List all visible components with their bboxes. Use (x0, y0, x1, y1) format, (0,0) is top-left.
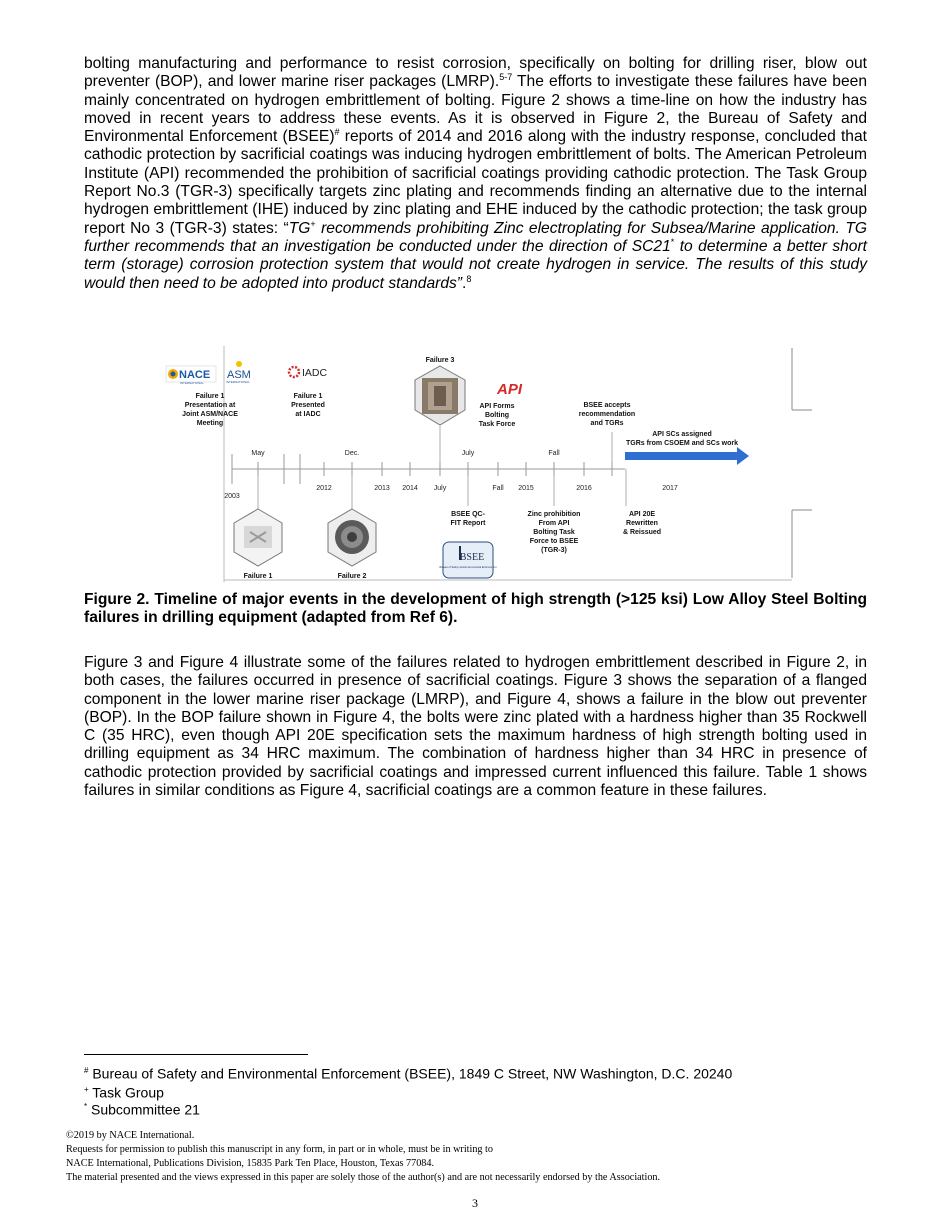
figure-caption: Figure 2. Timeline of major events in the development of high strength (>125 ksi) Low Alloy Steel Bolting failures in drilling equipment (adapted from Ref 6). (84, 591, 867, 627)
svg-text:(TGR-3): (TGR-3) (541, 547, 567, 554)
disclaimer-line: The material presented and the views expressed in this paper are solely those of the author(s) and are not necessarily endorsed by the Association. (66, 1172, 661, 1183)
footnote-3-mark: * (84, 1102, 88, 1111)
svg-text:INTERNATIONAL: INTERNATIONAL (180, 381, 204, 385)
api-logo (496, 381, 523, 398)
svg-text:recommendation: recommendation (578, 411, 636, 418)
footnote-mark: * (670, 236, 675, 247)
address-line: NACE International, Publications Division, 15835 Park Ten Place, Houston, Texas 77084. (66, 1158, 435, 1169)
permission-line: Requests for permission to publish this manuscript in any form, in part or in whole, must be in writing to (66, 1144, 493, 1155)
svg-text:and TGRs: and TGRs (590, 420, 624, 427)
svg-text:TGRs from CSOEM and SCs work: TGRs from CSOEM and SCs work (625, 440, 739, 447)
svg-text:at IADC: at IADC (295, 411, 321, 418)
svg-text:Bolting Task: Bolting Task (533, 529, 575, 536)
footnote-1-text: Bureau of Safety and Environmental Enforcement (BSEE), 1849 C Street, NW Washington, D.C. 20240 (88, 1065, 733, 1082)
svg-text:Bureau of Safety and Environme: Bureau of Safety and Environmental Enforcement (439, 566, 497, 569)
svg-text:INTERNATIONAL: INTERNATIONAL (226, 380, 250, 384)
failure-2-label: Failure 2 (337, 573, 367, 580)
footnote-1-mark: # (84, 1066, 89, 1075)
nace-logo (166, 366, 216, 385)
label-failure1-asm-nace (182, 393, 238, 427)
svg-text:API 20E: API 20E (628, 511, 656, 518)
page-number: 3 (472, 1196, 478, 1210)
para1-text-3: reports of 2014 and 2016 along with the industry response, concluded that cathodic protection by sacrificial coatings was inducing hydrogen embrittlement of bolts. The American Petroleum Institute (API) recommended the prohibition of sacrificial coatings providing cathodic protection. The Task Group Report No.3 (TGR-3) specifically targets zinc plating and recommends finding an alternative due to the internal hydrogen embrittlement (IHE) induced by zinc plating and EHE induced by the cathodic protection; the task group report No 3 (TGR-3) states: “ (84, 128, 867, 237)
blue-arrow (625, 447, 749, 465)
svg-text:Zinc prohibition: Zinc prohibition (527, 511, 581, 518)
svg-text:Bolting: Bolting (484, 412, 510, 419)
svg-text:Presented: Presented (291, 402, 325, 409)
label-api-scs-assigned (626, 431, 738, 447)
svg-text:Task Force: Task Force (478, 421, 516, 428)
label-api-forms-task-force (479, 403, 516, 428)
svg-text:FIT Report: FIT Report (450, 520, 486, 527)
svg-text:ASM: ASM (227, 369, 251, 381)
failure-3-photo (415, 366, 465, 425)
svg-text:Meeting: Meeting (196, 420, 224, 427)
svg-text:BSEE QC-: BSEE QC- (451, 511, 485, 518)
tick-fall-lower: Fall (492, 485, 504, 492)
tick-july-upper: July (461, 450, 475, 457)
quote-text-1: TG (288, 219, 311, 237)
label-bsee-qcfit (451, 511, 487, 527)
failure-1-photo (234, 509, 282, 566)
tick-2014: 2014 (402, 485, 418, 492)
tick-2017: 2017 (662, 485, 678, 492)
tick-2012: 2012 (316, 485, 332, 492)
citation-ref: 5-7 (499, 72, 513, 83)
svg-text:From API: From API (538, 520, 570, 527)
bsee-seal (439, 542, 496, 578)
iadc-logo (289, 367, 328, 379)
copyright-line: ©2019 by NACE International. (66, 1130, 195, 1141)
svg-text:BSEE: BSEE (459, 552, 485, 563)
label-zinc-prohibition (528, 511, 581, 554)
footnote-1 (84, 1063, 732, 1082)
quote-text-3: to determine a better short term (storage) corrosion protection system that would not create hydrogen in service. The results of this study would then need to be adopted into product standards” (84, 237, 867, 292)
para1-text-4: . (462, 274, 467, 292)
svg-text:API Forms: API Forms (479, 403, 515, 410)
body-paragraph-2: Figure 3 and Figure 4 illustrate some of the failures related to hydrogen embrittlement described in Figure 2, in both cases, the failures occurred in presence of sacrificial coatings. Figure 3 shows the separation of a flanged component in the lower marine riser package (LMRP), and Figure 4, shows a failure in the blow out preventer (BOP). In the BOP failure shown in Figure 4, the bolts were zinc plated with a hardness higher than 35 Rockwell C (35 HRC), even though API 20E specification sets the maximum hardness of high strength bolting used in drilling equipment as 34 HRC maximum. The combination of hardness higher than 34 HRC in presence of cathodic protection provided by sacrificial coatings and impressed current influenced this failure. Table 1 shows failures in similar conditions as Figure 4, sacrificial coatings are a common feature in these failures. (84, 654, 867, 800)
svg-text:Rewritten: Rewritten (626, 520, 658, 527)
tick-dec: Dec. (344, 450, 360, 457)
svg-text:API: API (497, 381, 523, 398)
svg-text:IADC: IADC (302, 367, 328, 379)
svg-text:Presentation at: Presentation at (184, 402, 236, 409)
footnote-mark: # (334, 127, 340, 137)
footnote-2-text: Task Group (88, 1084, 164, 1101)
svg-text:BSEE accepts: BSEE accepts (583, 402, 631, 409)
label-failure1-iadc (291, 393, 325, 418)
asm-logo (226, 361, 251, 384)
svg-text:API SCs assigned: API SCs assigned (652, 431, 712, 438)
citation-ref: 8 (466, 273, 472, 284)
tick-may: May (251, 450, 265, 457)
footnote-2 (84, 1082, 164, 1101)
tick-july-lower: July (433, 485, 447, 492)
svg-text:Failure 1: Failure 1 (293, 393, 323, 400)
tick-2003: 2003 (224, 493, 240, 500)
footnote-2-mark: + (84, 1085, 89, 1094)
label-bsee-accepts (579, 402, 635, 427)
label-api-20e (623, 511, 661, 536)
footnote-mark: + (310, 218, 316, 229)
body-paragraph-1 (84, 55, 867, 293)
svg-text:Joint ASM/NACE: Joint ASM/NACE (182, 411, 238, 418)
svg-text:NACE: NACE (179, 369, 211, 381)
failure-1-label: Failure 1 (243, 573, 273, 580)
para1-text-1: bolting manufacturing and performance to resist corrosion, specifically on bolting for drilling riser, blow out preventer (BOP), and lower marine riser packages (LMRP). (84, 55, 867, 91)
para1-text-2: The efforts to investigate these failures have been mainly concentrated on hydrogen embrittlement of bolting. Figure 2 shows a time-line on how the industry has moved in recent years to address these events. As it is observed in Figure 2, the Bureau of Safety and Environmental Enforcement (BSEE) (84, 73, 867, 146)
tick-fall-upper: Fall (548, 450, 560, 457)
svg-text:Force to BSEE: Force to BSEE (529, 538, 579, 545)
tick-2015: 2015 (518, 485, 534, 492)
failure-2-photo (328, 509, 376, 566)
quote-text-2: recommends prohibiting Zinc electroplating for Subsea/Marine application. TG further recommends that an investigation be conducted under the direction of SC21 (84, 219, 867, 255)
footnote-3 (84, 1099, 200, 1118)
footnote-3-text: Subcommittee 21 (87, 1101, 200, 1118)
tick-2016: 2016 (576, 485, 592, 492)
timeline-axis (232, 426, 626, 511)
footnote-divider (84, 1054, 308, 1055)
failure-3-label: Failure 3 (425, 357, 455, 364)
timeline-figure (160, 346, 814, 582)
svg-text:& Reissued: & Reissued (622, 529, 662, 536)
tick-2013: 2013 (374, 485, 390, 492)
svg-text:Failure 1: Failure 1 (195, 393, 225, 400)
